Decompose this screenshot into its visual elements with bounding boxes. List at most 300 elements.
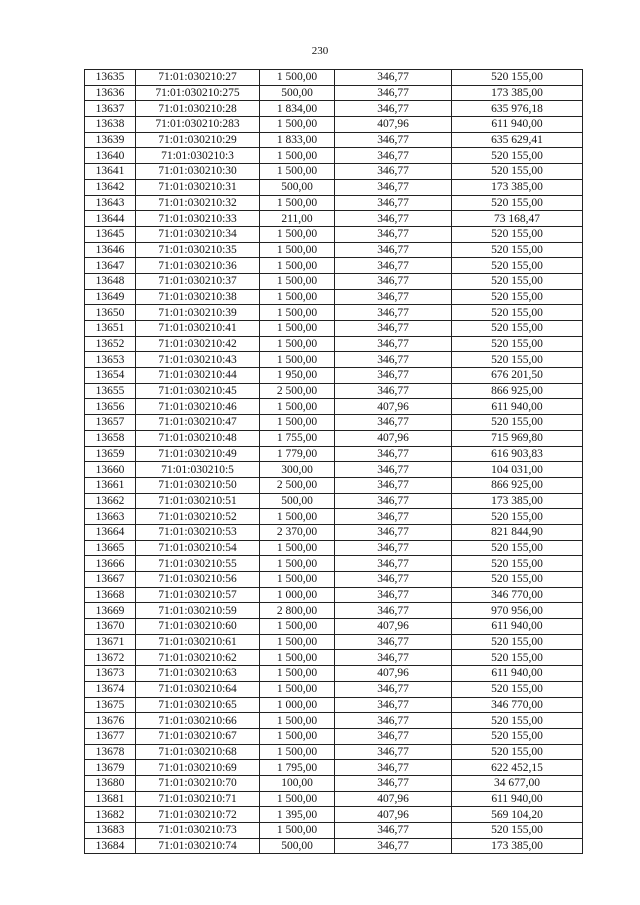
- row-number-cell: 13679: [85, 760, 136, 776]
- area-cell: 1 500,00: [260, 289, 335, 305]
- cadastral-number-cell: 71:01:030210:45: [136, 383, 260, 399]
- cadastral-number-cell: 71:01:030210:66: [136, 713, 260, 729]
- specific-value-cell: 346,77: [335, 273, 452, 289]
- cadastral-number-cell: 71:01:030210:73: [136, 823, 260, 839]
- cadastral-value-cell: 520 155,00: [452, 634, 583, 650]
- row-number-cell: 13637: [85, 101, 136, 117]
- specific-value-cell: 346,77: [335, 540, 452, 556]
- cadastral-value-cell: 676 201,50: [452, 368, 583, 384]
- area-cell: 1 795,00: [260, 760, 335, 776]
- cadastral-value-cell: 520 155,00: [452, 540, 583, 556]
- cadastral-number-cell: 71:01:030210:33: [136, 211, 260, 227]
- specific-value-cell: 407,96: [335, 619, 452, 635]
- cadastral-number-cell: 71:01:030210:49: [136, 446, 260, 462]
- area-cell: 1 000,00: [260, 697, 335, 713]
- cadastral-value-cell: 520 155,00: [452, 352, 583, 368]
- table-row: [85, 148, 583, 164]
- area-cell: 1 950,00: [260, 368, 335, 384]
- cadastral-number-cell: 71:01:030210:38: [136, 289, 260, 305]
- cadastral-value-cell: 569 104,20: [452, 807, 583, 823]
- table-body: [85, 70, 583, 854]
- cadastral-number-cell: 71:01:030210:34: [136, 226, 260, 242]
- row-number-cell: 13644: [85, 211, 136, 227]
- specific-value-cell: 346,77: [335, 321, 452, 337]
- table-row: [85, 85, 583, 101]
- row-number-cell: 13651: [85, 321, 136, 337]
- specific-value-cell: 346,77: [335, 650, 452, 666]
- specific-value-cell: 346,77: [335, 775, 452, 791]
- area-cell: 1 500,00: [260, 619, 335, 635]
- cadastral-value-cell: 520 155,00: [452, 415, 583, 431]
- row-number-cell: 13683: [85, 823, 136, 839]
- cadastral-value-cell: 173 385,00: [452, 493, 583, 509]
- table-row: [85, 195, 583, 211]
- specific-value-cell: 346,77: [335, 697, 452, 713]
- specific-value-cell: 346,77: [335, 713, 452, 729]
- cadastral-value-cell: 611 940,00: [452, 399, 583, 415]
- cadastral-number-cell: 71:01:030210:44: [136, 368, 260, 384]
- area-cell: 1 000,00: [260, 587, 335, 603]
- area-cell: 1 500,00: [260, 164, 335, 180]
- area-cell: 1 500,00: [260, 572, 335, 588]
- table-row: [85, 697, 583, 713]
- cadastral-number-cell: 71:01:030210:63: [136, 666, 260, 682]
- specific-value-cell: 346,77: [335, 211, 452, 227]
- cadastral-value-cell: 520 155,00: [452, 242, 583, 258]
- cadastral-number-cell: 71:01:030210:32: [136, 195, 260, 211]
- table-row: [85, 603, 583, 619]
- table-row: [85, 211, 583, 227]
- row-number-cell: 13645: [85, 226, 136, 242]
- specific-value-cell: 346,77: [335, 603, 452, 619]
- specific-value-cell: 346,77: [335, 164, 452, 180]
- row-number-cell: 13652: [85, 336, 136, 352]
- cadastral-value-cell: 520 155,00: [452, 744, 583, 760]
- specific-value-cell: 407,96: [335, 430, 452, 446]
- specific-value-cell: 346,77: [335, 823, 452, 839]
- table-row: [85, 634, 583, 650]
- table-row: [85, 650, 583, 666]
- area-cell: 1 500,00: [260, 728, 335, 744]
- area-cell: 1 500,00: [260, 273, 335, 289]
- table-row: [85, 572, 583, 588]
- specific-value-cell: 407,96: [335, 666, 452, 682]
- table-row: [85, 838, 583, 854]
- cadastral-number-cell: 71:01:030210:70: [136, 775, 260, 791]
- area-cell: 1 500,00: [260, 509, 335, 525]
- cadastral-number-cell: 71:01:030210:65: [136, 697, 260, 713]
- specific-value-cell: 346,77: [335, 289, 452, 305]
- area-cell: 1 500,00: [260, 352, 335, 368]
- area-cell: 1 500,00: [260, 195, 335, 211]
- area-cell: 1 500,00: [260, 650, 335, 666]
- table-row: [85, 383, 583, 399]
- table-row: [85, 242, 583, 258]
- row-number-cell: 13638: [85, 117, 136, 133]
- cadastral-number-cell: 71:01:030210:283: [136, 117, 260, 133]
- specific-value-cell: 346,77: [335, 179, 452, 195]
- cadastral-value-cell: 520 155,00: [452, 728, 583, 744]
- cadastral-value-cell: 520 155,00: [452, 258, 583, 274]
- specific-value-cell: 346,77: [335, 258, 452, 274]
- cadastral-value-cell: 520 155,00: [452, 336, 583, 352]
- area-cell: 1 395,00: [260, 807, 335, 823]
- specific-value-cell: 346,77: [335, 446, 452, 462]
- cadastral-value-cell: 520 155,00: [452, 556, 583, 572]
- row-number-cell: 13654: [85, 368, 136, 384]
- table-row: [85, 540, 583, 556]
- cadastral-value-cell: 611 940,00: [452, 791, 583, 807]
- cadastral-number-cell: 71:01:030210:41: [136, 321, 260, 337]
- table-row: [85, 666, 583, 682]
- cadastral-number-cell: 71:01:030210:46: [136, 399, 260, 415]
- cadastral-number-cell: 71:01:030210:5: [136, 462, 260, 478]
- specific-value-cell: 346,77: [335, 70, 452, 86]
- table-row: [85, 258, 583, 274]
- table-row: [85, 823, 583, 839]
- table-row: [85, 587, 583, 603]
- area-cell: 1 500,00: [260, 258, 335, 274]
- cadastral-value-cell: 173 385,00: [452, 838, 583, 854]
- row-number-cell: 13647: [85, 258, 136, 274]
- cadastral-number-cell: 71:01:030210:47: [136, 415, 260, 431]
- row-number-cell: 13670: [85, 619, 136, 635]
- cadastral-value-cell: 520 155,00: [452, 70, 583, 86]
- specific-value-cell: 346,77: [335, 336, 452, 352]
- area-cell: 1 779,00: [260, 446, 335, 462]
- cadastral-value-cell: 715 969,80: [452, 430, 583, 446]
- row-number-cell: 13640: [85, 148, 136, 164]
- area-cell: 500,00: [260, 838, 335, 854]
- cadastral-value-cell: 520 155,00: [452, 226, 583, 242]
- specific-value-cell: 407,96: [335, 807, 452, 823]
- area-cell: 1 500,00: [260, 226, 335, 242]
- row-number-cell: 13684: [85, 838, 136, 854]
- specific-value-cell: 346,77: [335, 226, 452, 242]
- table-row: [85, 791, 583, 807]
- table-row: [85, 493, 583, 509]
- row-number-cell: 13668: [85, 587, 136, 603]
- cadastral-value-cell: 520 155,00: [452, 321, 583, 337]
- row-number-cell: 13641: [85, 164, 136, 180]
- cadastral-number-cell: 71:01:030210:61: [136, 634, 260, 650]
- cadastral-number-cell: 71:01:030210:42: [136, 336, 260, 352]
- cadastral-value-cell: 520 155,00: [452, 823, 583, 839]
- row-number-cell: 13675: [85, 697, 136, 713]
- cadastral-value-cell: 611 940,00: [452, 619, 583, 635]
- table-row: [85, 524, 583, 540]
- table-row: [85, 430, 583, 446]
- cadastral-value-cell: 616 903,83: [452, 446, 583, 462]
- table-row: [85, 509, 583, 525]
- area-cell: 2 500,00: [260, 383, 335, 399]
- row-number-cell: 13642: [85, 179, 136, 195]
- row-number-cell: 13669: [85, 603, 136, 619]
- cadastral-value-cell: 520 155,00: [452, 305, 583, 321]
- cadastral-number-cell: 71:01:030210:60: [136, 619, 260, 635]
- specific-value-cell: 346,77: [335, 101, 452, 117]
- specific-value-cell: 407,96: [335, 399, 452, 415]
- row-number-cell: 13656: [85, 399, 136, 415]
- table-row: [85, 289, 583, 305]
- table-row: [85, 368, 583, 384]
- cadastral-value-cell: 73 168,47: [452, 211, 583, 227]
- area-cell: 1 500,00: [260, 415, 335, 431]
- table-row: [85, 305, 583, 321]
- table-row: [85, 273, 583, 289]
- area-cell: 300,00: [260, 462, 335, 478]
- specific-value-cell: 346,77: [335, 132, 452, 148]
- cadastral-value-cell: 622 452,15: [452, 760, 583, 776]
- cadastral-number-cell: 71:01:030210:28: [136, 101, 260, 117]
- specific-value-cell: 346,77: [335, 572, 452, 588]
- row-number-cell: 13673: [85, 666, 136, 682]
- table-row: [85, 744, 583, 760]
- specific-value-cell: 346,77: [335, 728, 452, 744]
- cadastral-value-cell: 970 956,00: [452, 603, 583, 619]
- cadastral-value-cell: 866 925,00: [452, 383, 583, 399]
- cadastral-value-cell: 104 031,00: [452, 462, 583, 478]
- cadastral-number-cell: 71:01:030210:72: [136, 807, 260, 823]
- cadastral-value-cell: 34 677,00: [452, 775, 583, 791]
- row-number-cell: 13671: [85, 634, 136, 650]
- specific-value-cell: 346,77: [335, 383, 452, 399]
- table-row: [85, 101, 583, 117]
- row-number-cell: 13635: [85, 70, 136, 86]
- cadastral-value-cell: 520 155,00: [452, 650, 583, 666]
- area-cell: 1 833,00: [260, 132, 335, 148]
- cadastral-value-cell: 173 385,00: [452, 85, 583, 101]
- table-row: [85, 462, 583, 478]
- cadastral-number-cell: 71:01:030210:56: [136, 572, 260, 588]
- row-number-cell: 13649: [85, 289, 136, 305]
- specific-value-cell: 346,77: [335, 462, 452, 478]
- area-cell: 2 800,00: [260, 603, 335, 619]
- cadastral-value-cell: 346 770,00: [452, 587, 583, 603]
- cadastral-number-cell: 71:01:030210:68: [136, 744, 260, 760]
- area-cell: 1 500,00: [260, 148, 335, 164]
- cadastral-number-cell: 71:01:030210:29: [136, 132, 260, 148]
- cadastral-number-cell: 71:01:030210:3: [136, 148, 260, 164]
- cadastral-value-cell: 520 155,00: [452, 289, 583, 305]
- specific-value-cell: 346,77: [335, 556, 452, 572]
- row-number-cell: 13677: [85, 728, 136, 744]
- table-row: [85, 728, 583, 744]
- cadastral-number-cell: 71:01:030210:36: [136, 258, 260, 274]
- table-row: [85, 775, 583, 791]
- table-row: [85, 807, 583, 823]
- row-number-cell: 13658: [85, 430, 136, 446]
- specific-value-cell: 346,77: [335, 509, 452, 525]
- table-row: [85, 70, 583, 86]
- area-cell: 1 500,00: [260, 321, 335, 337]
- specific-value-cell: 346,77: [335, 85, 452, 101]
- area-cell: 1 500,00: [260, 242, 335, 258]
- cadastral-value-cell: 635 976,18: [452, 101, 583, 117]
- table-row: [85, 556, 583, 572]
- area-cell: 1 500,00: [260, 305, 335, 321]
- row-number-cell: 13664: [85, 524, 136, 540]
- row-number-cell: 13657: [85, 415, 136, 431]
- table-row: [85, 446, 583, 462]
- area-cell: 1 500,00: [260, 540, 335, 556]
- specific-value-cell: 346,77: [335, 744, 452, 760]
- row-number-cell: 13665: [85, 540, 136, 556]
- row-number-cell: 13659: [85, 446, 136, 462]
- area-cell: 1 755,00: [260, 430, 335, 446]
- cadastral-number-cell: 71:01:030210:35: [136, 242, 260, 258]
- area-cell: 1 500,00: [260, 634, 335, 650]
- table-row: [85, 226, 583, 242]
- cadastral-number-cell: 71:01:030210:67: [136, 728, 260, 744]
- cadastral-number-cell: 71:01:030210:71: [136, 791, 260, 807]
- cadastral-number-cell: 71:01:030210:50: [136, 477, 260, 493]
- specific-value-cell: 346,77: [335, 634, 452, 650]
- cadastral-number-cell: 71:01:030210:57: [136, 587, 260, 603]
- cadastral-number-cell: 71:01:030210:69: [136, 760, 260, 776]
- cadastral-number-cell: 71:01:030210:52: [136, 509, 260, 525]
- table-row: [85, 117, 583, 133]
- row-number-cell: 13661: [85, 477, 136, 493]
- table-row: [85, 399, 583, 415]
- cadastral-value-cell: 611 940,00: [452, 117, 583, 133]
- area-cell: 2 370,00: [260, 524, 335, 540]
- cadastral-value-cell: 520 155,00: [452, 195, 583, 211]
- area-cell: 211,00: [260, 211, 335, 227]
- cadastral-number-cell: 71:01:030210:48: [136, 430, 260, 446]
- specific-value-cell: 346,77: [335, 242, 452, 258]
- cadastral-value-cell: 520 155,00: [452, 713, 583, 729]
- area-cell: 1 834,00: [260, 101, 335, 117]
- area-cell: 1 500,00: [260, 399, 335, 415]
- specific-value-cell: 346,77: [335, 477, 452, 493]
- cadastral-number-cell: 71:01:030210:30: [136, 164, 260, 180]
- page-number: 230: [311, 45, 329, 57]
- row-number-cell: 13653: [85, 352, 136, 368]
- cadastral-number-cell: 71:01:030210:74: [136, 838, 260, 854]
- table-row: [85, 415, 583, 431]
- area-cell: 2 500,00: [260, 477, 335, 493]
- cadastral-number-cell: 71:01:030210:62: [136, 650, 260, 666]
- cadastral-number-cell: 71:01:030210:37: [136, 273, 260, 289]
- row-number-cell: 13681: [85, 791, 136, 807]
- cadastral-value-cell: 520 155,00: [452, 164, 583, 180]
- area-cell: 1 500,00: [260, 556, 335, 572]
- specific-value-cell: 346,77: [335, 305, 452, 321]
- row-number-cell: 13678: [85, 744, 136, 760]
- specific-value-cell: 346,77: [335, 195, 452, 211]
- cadastral-number-cell: 71:01:030210:59: [136, 603, 260, 619]
- specific-value-cell: 407,96: [335, 791, 452, 807]
- row-number-cell: 13682: [85, 807, 136, 823]
- area-cell: 1 500,00: [260, 791, 335, 807]
- table-row: [85, 321, 583, 337]
- table-row: [85, 164, 583, 180]
- row-number-cell: 13680: [85, 775, 136, 791]
- area-cell: 1 500,00: [260, 823, 335, 839]
- row-number-cell: 13650: [85, 305, 136, 321]
- row-number-cell: 13648: [85, 273, 136, 289]
- cadastral-value-cell: 821 844,90: [452, 524, 583, 540]
- specific-value-cell: 346,77: [335, 681, 452, 697]
- cadastral-value-cell: 520 155,00: [452, 148, 583, 164]
- cadastral-value-cell: 611 940,00: [452, 666, 583, 682]
- row-number-cell: 13643: [85, 195, 136, 211]
- cadastral-number-cell: 71:01:030210:275: [136, 85, 260, 101]
- area-cell: 1 500,00: [260, 666, 335, 682]
- cadastral-value-cell: 520 155,00: [452, 509, 583, 525]
- specific-value-cell: 346,77: [335, 368, 452, 384]
- cadastral-value-cell: 520 155,00: [452, 681, 583, 697]
- specific-value-cell: 346,77: [335, 148, 452, 164]
- cadastral-value-cell: 346 770,00: [452, 697, 583, 713]
- cadastral-value-cell: 866 925,00: [452, 477, 583, 493]
- table-row: [85, 132, 583, 148]
- row-number-cell: 13646: [85, 242, 136, 258]
- row-number-cell: 13663: [85, 509, 136, 525]
- table-row: [85, 681, 583, 697]
- cadastral-number-cell: 71:01:030210:55: [136, 556, 260, 572]
- cadastral-number-cell: 71:01:030210:27: [136, 70, 260, 86]
- table-row: [85, 352, 583, 368]
- row-number-cell: 13662: [85, 493, 136, 509]
- area-cell: 500,00: [260, 85, 335, 101]
- row-number-cell: 13639: [85, 132, 136, 148]
- row-number-cell: 13667: [85, 572, 136, 588]
- specific-value-cell: 346,77: [335, 493, 452, 509]
- table-row: [85, 477, 583, 493]
- specific-value-cell: 346,77: [335, 415, 452, 431]
- row-number-cell: 13666: [85, 556, 136, 572]
- row-number-cell: 13636: [85, 85, 136, 101]
- area-cell: 100,00: [260, 775, 335, 791]
- cadastral-value-cell: 520 155,00: [452, 273, 583, 289]
- cadastral-number-cell: 71:01:030210:51: [136, 493, 260, 509]
- row-number-cell: 13674: [85, 681, 136, 697]
- area-cell: 1 500,00: [260, 70, 335, 86]
- cadastral-number-cell: 71:01:030210:39: [136, 305, 260, 321]
- area-cell: 1 500,00: [260, 713, 335, 729]
- cadastral-value-cell: 173 385,00: [452, 179, 583, 195]
- cadastral-number-cell: 71:01:030210:64: [136, 681, 260, 697]
- specific-value-cell: 346,77: [335, 760, 452, 776]
- table-row: [85, 619, 583, 635]
- area-cell: 1 500,00: [260, 336, 335, 352]
- specific-value-cell: 346,77: [335, 352, 452, 368]
- cadastral-number-cell: 71:01:030210:54: [136, 540, 260, 556]
- row-number-cell: 13660: [85, 462, 136, 478]
- area-cell: 500,00: [260, 493, 335, 509]
- table-row: [85, 336, 583, 352]
- area-cell: 500,00: [260, 179, 335, 195]
- cadastral-value-cell: 520 155,00: [452, 572, 583, 588]
- area-cell: 1 500,00: [260, 681, 335, 697]
- specific-value-cell: 346,77: [335, 524, 452, 540]
- cadastral-value-table: [84, 69, 583, 854]
- specific-value-cell: 346,77: [335, 587, 452, 603]
- cadastral-number-cell: 71:01:030210:43: [136, 352, 260, 368]
- row-number-cell: 13672: [85, 650, 136, 666]
- row-number-cell: 13655: [85, 383, 136, 399]
- cadastral-number-cell: 71:01:030210:31: [136, 179, 260, 195]
- specific-value-cell: 407,96: [335, 117, 452, 133]
- table-row: [85, 713, 583, 729]
- table-row: [85, 179, 583, 195]
- specific-value-cell: 346,77: [335, 838, 452, 854]
- row-number-cell: 13676: [85, 713, 136, 729]
- cadastral-value-cell: 635 629,41: [452, 132, 583, 148]
- area-cell: 1 500,00: [260, 744, 335, 760]
